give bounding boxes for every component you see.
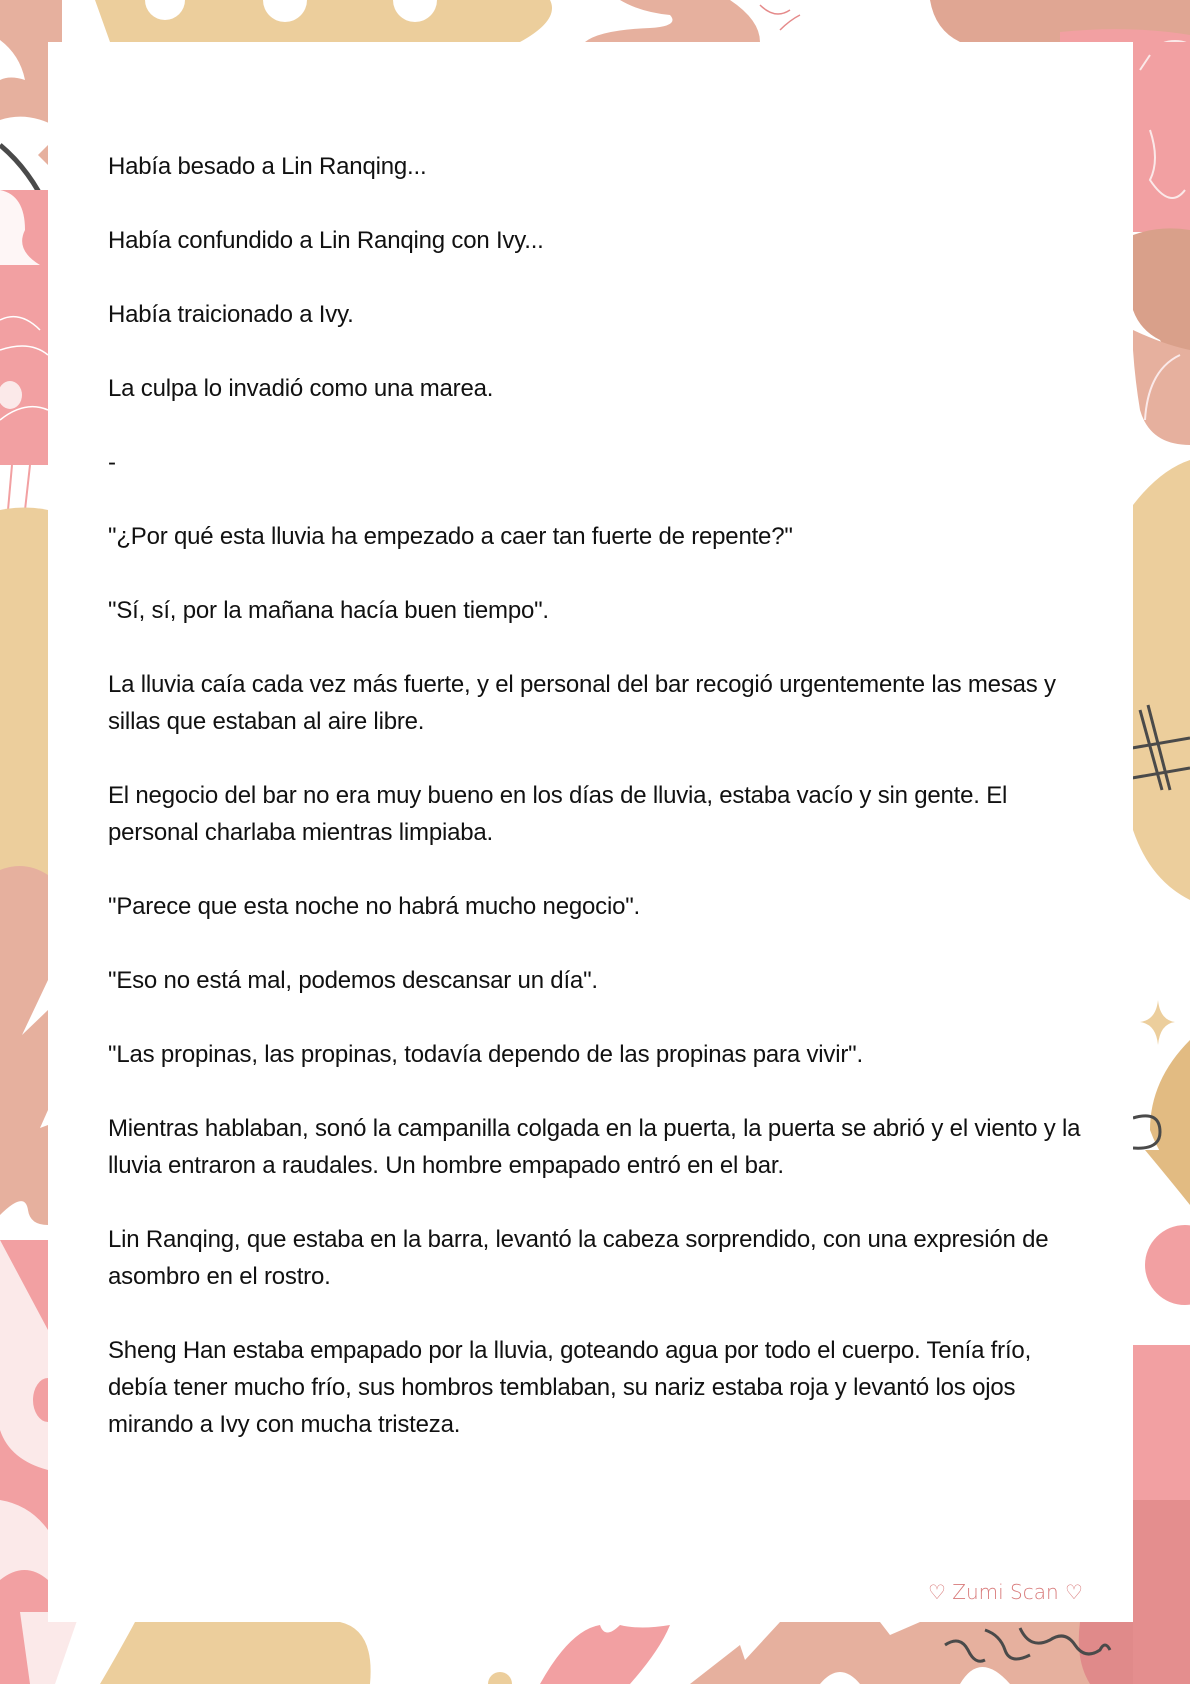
paragraph: Había traicionado a Ivy.	[108, 301, 354, 328]
watermark: ♡ Zumi Scan ♡	[928, 1580, 1083, 1604]
chapter-text	[108, 148, 1088, 1480]
paragraph: "Parece que esta noche no habrá mucho negocio".	[108, 893, 641, 920]
paragraph: Había besado a Lin Ranqing...	[108, 153, 427, 180]
paragraph: "Eso no está mal, podemos descansar un día".	[108, 967, 598, 994]
paragraph: Sheng Han estaba empapado por la lluvia, goteando agua por todo el cuerpo. Tenía frío, debía tener mucho frío, sus hombros temblaban, su nariz estaba roja y levantó los ojos mirando a Ivy con mucha tristeza.	[108, 1337, 1032, 1438]
paragraph: La culpa lo invadió como una marea.	[108, 375, 494, 402]
scene-separator: -	[108, 449, 116, 476]
paragraph: "Las propinas, las propinas, todavía dependo de las propinas para vivir".	[108, 1041, 863, 1068]
paragraph: "Sí, sí, por la mañana hacía buen tiempo".	[108, 597, 549, 624]
paragraph: Mientras hablaban, sonó la campanilla colgada en la puerta, la puerta se abrió y el viento y la lluvia entraron a raudales. Un hombre empapado entró en el bar.	[108, 1115, 1081, 1179]
paragraph: La lluvia caía cada vez más fuerte, y el personal del bar recogió urgentemente las mesas y sillas que estaban al aire libre.	[108, 671, 1056, 735]
paragraph: El negocio del bar no era muy bueno en los días de lluvia, estaba vacío y sin gente. El personal charlaba mientras limpiaba.	[108, 782, 1008, 846]
paragraph: Lin Ranqing, que estaba en la barra, levantó la cabeza sorprendido, con una expresión de asombro en el rostro.	[108, 1226, 1049, 1290]
paragraph: Había confundido a Lin Ranqing con Ivy...	[108, 227, 544, 254]
paragraph: "¿Por qué esta lluvia ha empezado a caer tan fuerte de repente?"	[108, 523, 793, 550]
